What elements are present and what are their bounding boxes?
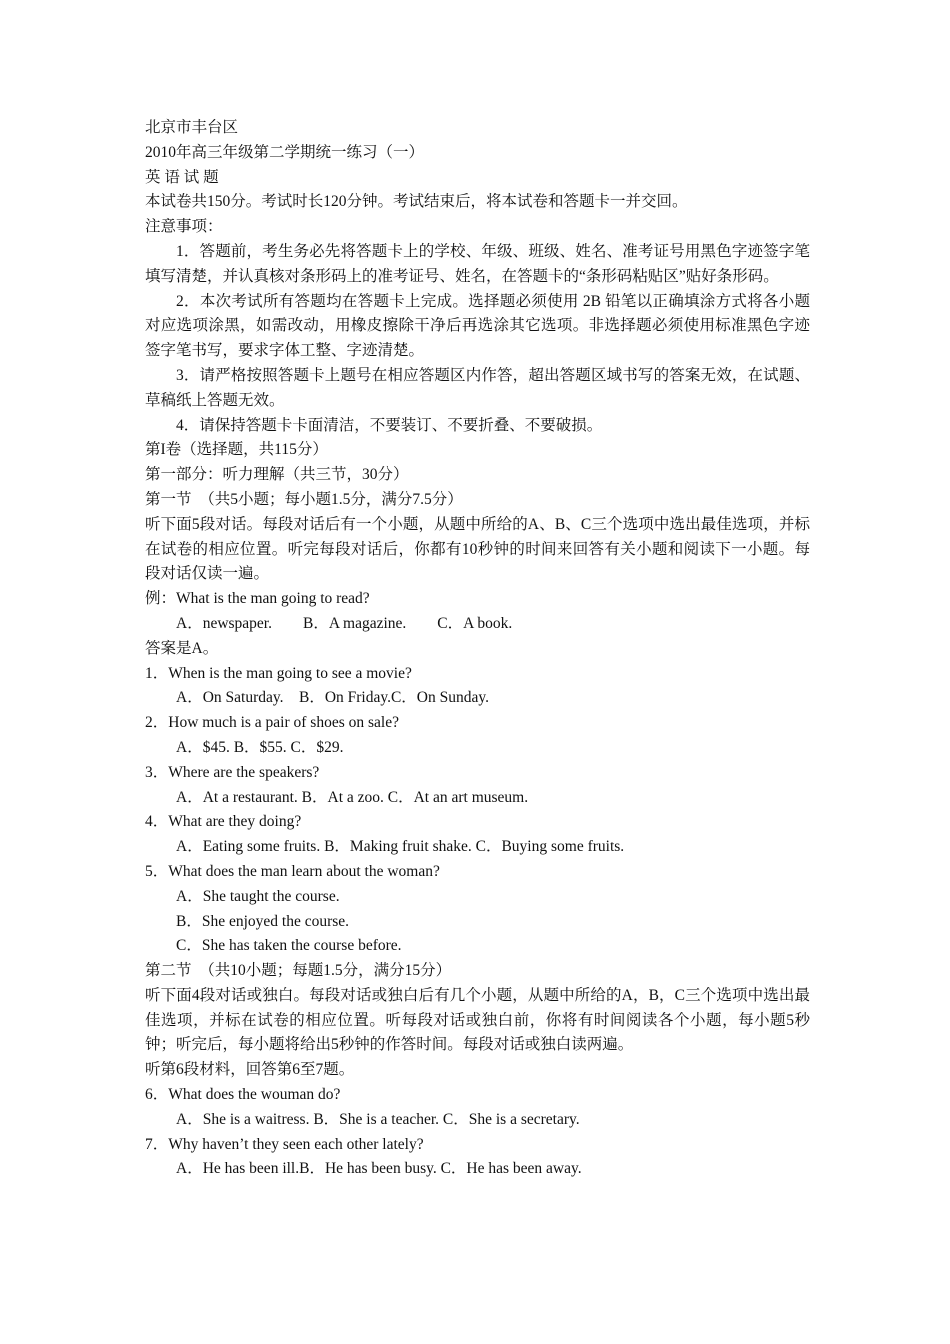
note-item: 3．请严格按照答题卡上题号在相应答题区内作答，超出答题区域书写的答案无效，在试题、草稿纸上答题无效。 — [145, 366, 810, 409]
question-1-options: A．On Saturday. B．On Friday.C．On Sunday. — [176, 689, 489, 707]
district-name: 北京市丰台区 — [145, 119, 239, 136]
question-7: 7．Why haven’t they seen each other lately? — [145, 1135, 424, 1153]
notes-heading: 注意事项： — [145, 218, 223, 236]
volume-heading: 第I卷（选择题，共115分） — [145, 441, 328, 459]
question-5-option-b: B．She enjoyed the course. — [176, 912, 350, 930]
note-item: 4．请保持答题卡卡面清洁，不要装订、不要折叠、不要破损。 — [176, 416, 603, 434]
exam-intro: 本试卷共150分。考试时长120分钟。考试结束后，将本试卷和答题卡一并交回。 — [145, 193, 688, 211]
question-3-options: A．At a restaurant. B．At a zoo. C．At an art museum. — [176, 788, 529, 806]
question-1: 1．When is the man going to see a movie? — [145, 664, 412, 682]
exam-title: 2010年高三年级第二学期统一练习（一） — [145, 143, 425, 161]
question-5-option-c: C．She has taken the course before. — [176, 937, 402, 955]
question-5-option-a: A．She taught the course. — [176, 887, 340, 905]
section-instructions: 听下面4段对话或独白。每段对话或独白后有几个小题，从题中所给的A，B，C三个选项中选出最佳选项，并标在试卷的相应位置。听每段对话或独白前，你将有时间阅读各个小题，每小题5秒钟；听完后，每小题将给出5秒钟的作答时间。每段对话或独白读两遍。 — [145, 986, 810, 1054]
question-3: 3．Where are the speakers? — [145, 763, 320, 781]
example-answer: 答案是A。 — [145, 639, 219, 657]
subject-title: 英 语 试 题 — [145, 168, 219, 186]
part-heading: 第一部分：听力理解（共三节，30分） — [145, 466, 409, 484]
question-6: 6．What does the wouman do? — [145, 1086, 341, 1104]
question-4: 4．What are they doing? — [145, 813, 302, 831]
question-7-options: A．He has been ill.B．He has been busy. C．He has been away. — [176, 1160, 582, 1178]
question-4-options: A．Eating some fruits. B．Making fruit shake. C．Buying some fruits. — [176, 838, 625, 856]
note-item: 2．本次考试所有答题均在答题卡上完成。选择题必须使用 2B 铅笔以正确填涂方式将各小题对应选项涂黑，如需改动，用橡皮擦除干净后再选涂其它选项。非选择题必须使用标准黑色字迹签字笔书写，要求字体工整、字迹清楚。 — [145, 292, 810, 360]
question-2: 2．How much is a pair of shoes on sale? — [145, 714, 399, 732]
example-question: 例：What is the man going to read? — [145, 590, 370, 608]
note-item: 1．答题前，考生务必先将答题卡上的学校、年级、班级、姓名、准考证号用黑色字迹签字笔填写清楚，并认真核对条形码上的准考证号、姓名，在答题卡的“条形码粘贴区”贴好条形码。 — [145, 242, 810, 285]
exam-page — [145, 116, 810, 1182]
material-heading: 听第6段材料，回答第6至7题。 — [145, 1061, 355, 1079]
question-5: 5．What does the man learn about the woman? — [145, 862, 440, 880]
section-instructions: 听下面5段对话。每段对话后有一个小题，从题中所给的A、B、C三个选项中选出最佳选项，并标在试卷的相应位置。听完每段对话后，你都有10秒钟的时间来回答有关小题和阅读下一小题。每段对话仅读一遍。 — [145, 515, 810, 583]
section-heading: 第二节 （共10小题；每题1.5分，满分15分） — [145, 962, 452, 980]
question-6-options: A．She is a waitress. B．She is a teacher. C．She is a secretary. — [176, 1110, 580, 1128]
section-heading: 第一节 （共5小题；每小题1.5分，满分7.5分） — [145, 490, 463, 508]
example-options: A．newspaper. B．A magazine. C．A book. — [176, 614, 513, 632]
question-2-options: A．$45. B．$55. C．$29. — [176, 738, 344, 756]
